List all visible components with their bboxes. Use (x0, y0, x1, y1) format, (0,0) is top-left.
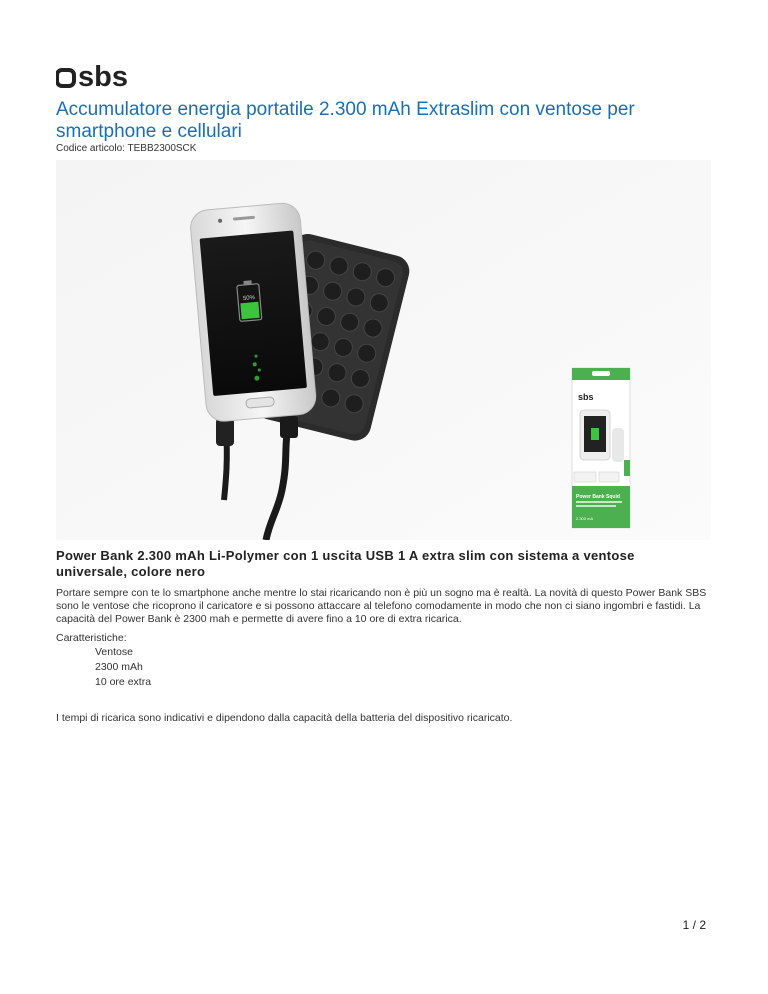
brand-name: sbs (78, 62, 128, 88)
box-capacity: 2.300 mA (576, 516, 594, 521)
box-brand: sbs (578, 392, 594, 402)
product-subtitle: Power Bank 2.300 mAh Li-Polymer con 1 uscita USB 1 A extra slim con sistema a ventose universale, colore nero (56, 548, 635, 579)
product-description: Portare sempre con te lo smartphone anche mentre lo stai ricaricando non è più un sogno ma è realtà. La novità di questo Power Bank SBS sono le ventose che ricoprono il caricatore e si possono attaccare al telefono comodamente in modo che non ci siano ingombri e fastidi. La capacità del Power Bank è 2300 mah e permette di avere fino a 10 ore di extra ricarica. (56, 587, 707, 625)
page-number: 1 / 2 (682, 918, 706, 932)
battery-label: 50% (242, 295, 256, 303)
product-image (56, 160, 711, 540)
features-list (95, 645, 151, 690)
product-code: Codice articolo: TEBB2300SCK (56, 143, 197, 154)
page-title: Accumulatore energia portatile 2.300 mAh Extraslim con ventose per smartphone e cellulari (56, 99, 635, 142)
features-title: Caratteristiche: (56, 632, 127, 644)
sbs-logo (56, 62, 138, 88)
feature-item: 10 ore extra (95, 676, 152, 688)
feature-item: 2300 mAh (95, 661, 143, 673)
smartphone (189, 202, 317, 423)
charging-note: I tempi di ricarica sono indicativi e dipendono dalla capacità della batteria del dispositivo ricaricato. (56, 712, 513, 724)
box-title: Power Bank Squid (576, 494, 620, 500)
retail-box (572, 368, 630, 528)
feature-item: Ventose (95, 646, 133, 658)
